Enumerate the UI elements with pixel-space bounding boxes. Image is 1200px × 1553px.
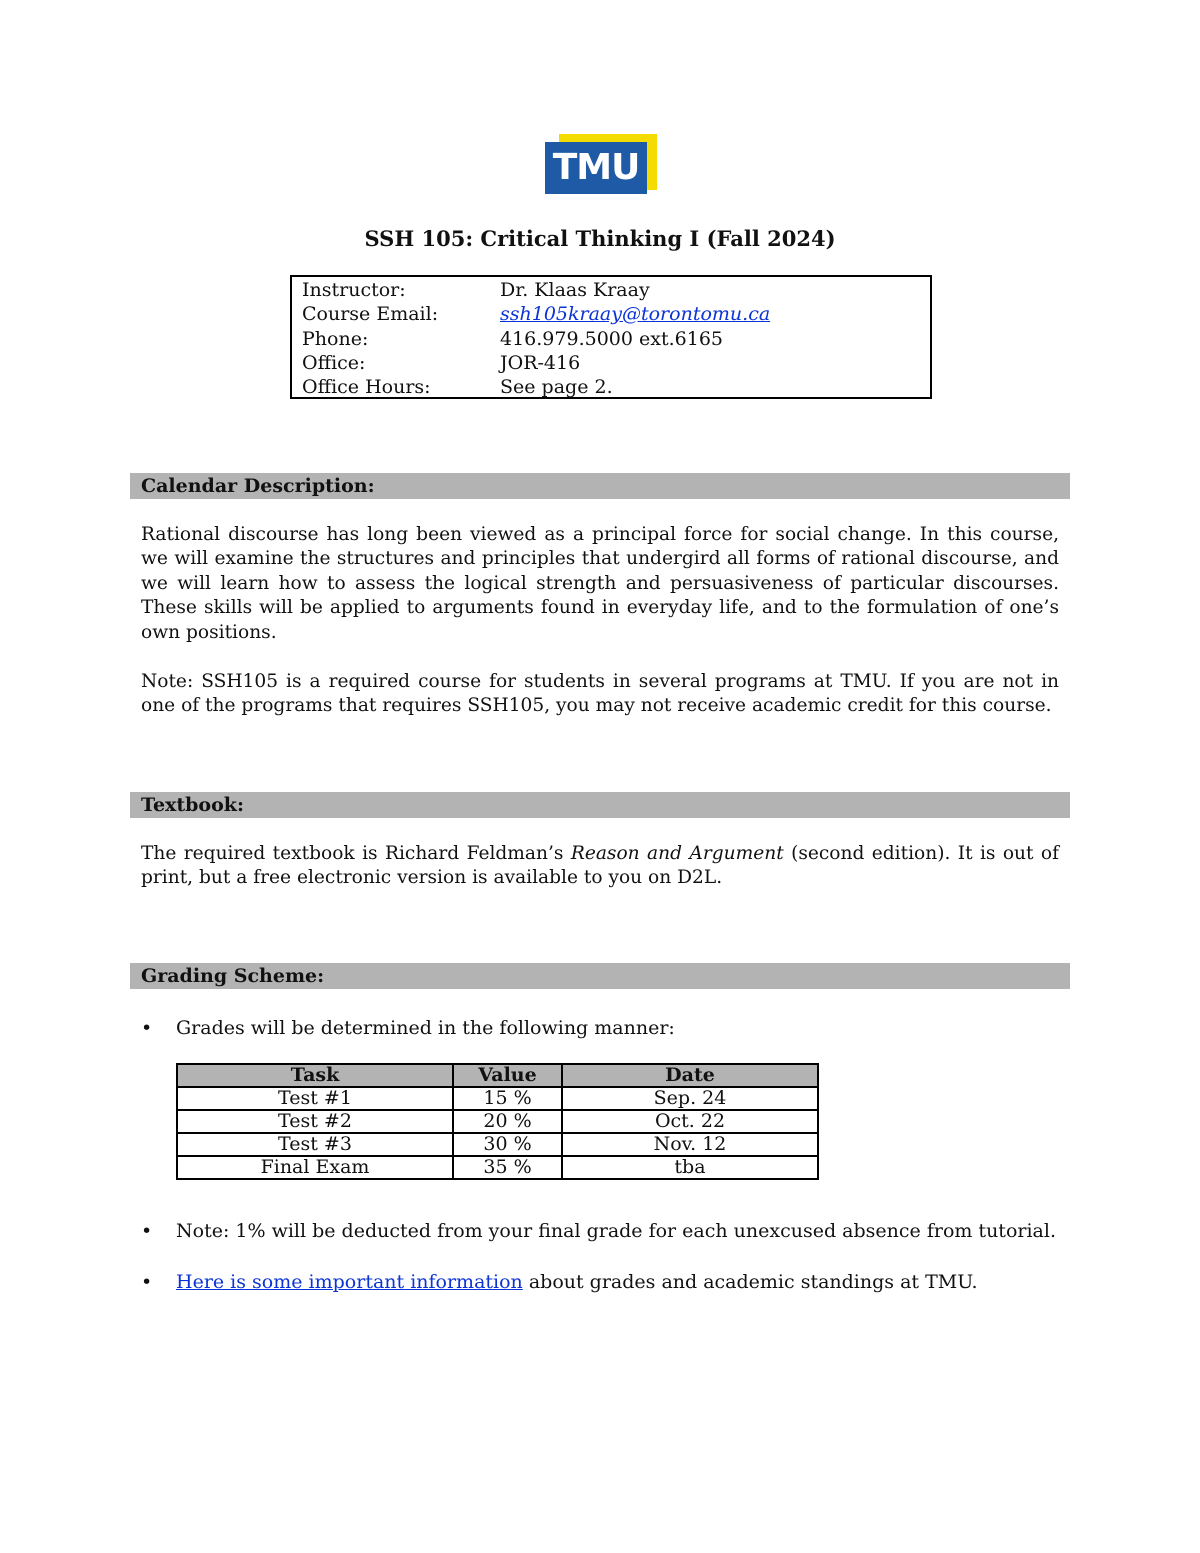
info-label: Course Email: xyxy=(302,303,439,325)
textbook-text-before: The required textbook is Richard Feldman’s xyxy=(141,843,571,864)
value-cell: 15 % xyxy=(453,1087,562,1110)
date-cell: Sep. 24 xyxy=(562,1087,818,1110)
task-cell: Final Exam xyxy=(177,1156,453,1179)
email-link[interactable]: ssh105kraay@torontomu.ca xyxy=(500,303,771,325)
column-header-value: Value xyxy=(453,1064,562,1087)
textbook-title: Reason and Argument xyxy=(570,843,784,864)
task-cell: Test #1 xyxy=(177,1087,453,1110)
tmu-logo xyxy=(545,134,657,194)
value-cell: 20 % xyxy=(453,1110,562,1133)
table-row xyxy=(177,1087,818,1110)
logo-text: TMU xyxy=(552,147,640,188)
table-row xyxy=(177,1110,818,1133)
bullet-dot: • xyxy=(141,1220,153,1242)
bullet-dot: • xyxy=(141,1271,153,1293)
table-row xyxy=(177,1133,818,1156)
date-cell: Oct. 22 xyxy=(562,1110,818,1133)
info-value: JOR-416 xyxy=(500,352,581,374)
bullet-dot: • xyxy=(141,1017,153,1039)
course-info-box xyxy=(290,275,932,399)
info-value: Dr. Klaas Kraay xyxy=(500,279,650,301)
info-label: Instructor: xyxy=(302,279,406,301)
absence-note: Note: 1% will be deducted from your final grade for each unexcused absence from tutorial. xyxy=(176,1220,1056,1242)
task-cell: Test #2 xyxy=(177,1110,453,1133)
info-value: 416.979.5000 ext.6165 xyxy=(500,328,723,350)
table-header-row xyxy=(177,1064,818,1087)
section-header-textbook: Textbook: xyxy=(130,792,1070,818)
textbook-paragraph xyxy=(141,842,1059,891)
calendar-note: Note: SSH105 is a required course for students in several programs at TMU. If you are not in one of the programs that requires SSH105, you may not receive academic credit for this course. xyxy=(141,671,1059,717)
info-label: Phone: xyxy=(302,328,369,350)
value-cell: 35 % xyxy=(453,1156,562,1179)
date-cell: tba xyxy=(562,1156,818,1179)
section-header-calendar: Calendar Description: xyxy=(130,473,1070,499)
grading-intro: Grades will be determined in the following manner: xyxy=(176,1017,675,1039)
table-row xyxy=(177,1156,818,1179)
task-cell: Test #3 xyxy=(177,1133,453,1156)
value-cell: 30 % xyxy=(453,1133,562,1156)
info-value: See page 2. xyxy=(500,376,613,398)
info-label: Office Hours: xyxy=(302,376,431,398)
section-header-grading: Grading Scheme: xyxy=(130,963,1070,989)
page-title: SSH 105: Critical Thinking I (Fall 2024) xyxy=(364,226,836,251)
date-cell: Nov. 12 xyxy=(562,1133,818,1156)
calendar-description: Rational discourse has long been viewed as a principal force for social change. In this course, we will examine the structures and principles that undergird all forms of rational discourse, and we will learn how to assess the logical strength and persuasiveness of particular discourses. These skills will be applied to arguments found in everyday life, and to the formulation of one’s own positions. xyxy=(141,524,1059,643)
important-info-link[interactable]: Here is some important information xyxy=(176,1271,523,1293)
info-label: Office: xyxy=(302,352,366,374)
textbook-text-after: (second edition). It is out of print, but a free electronic version is available to you on D2L. xyxy=(141,843,1059,889)
column-header-date: Date xyxy=(562,1064,818,1087)
column-header-task: Task xyxy=(177,1064,453,1087)
grade-table xyxy=(176,1063,819,1180)
grades-info-line xyxy=(176,1270,978,1294)
grades-info-rest: about grades and academic standings at TMU. xyxy=(522,1271,978,1293)
